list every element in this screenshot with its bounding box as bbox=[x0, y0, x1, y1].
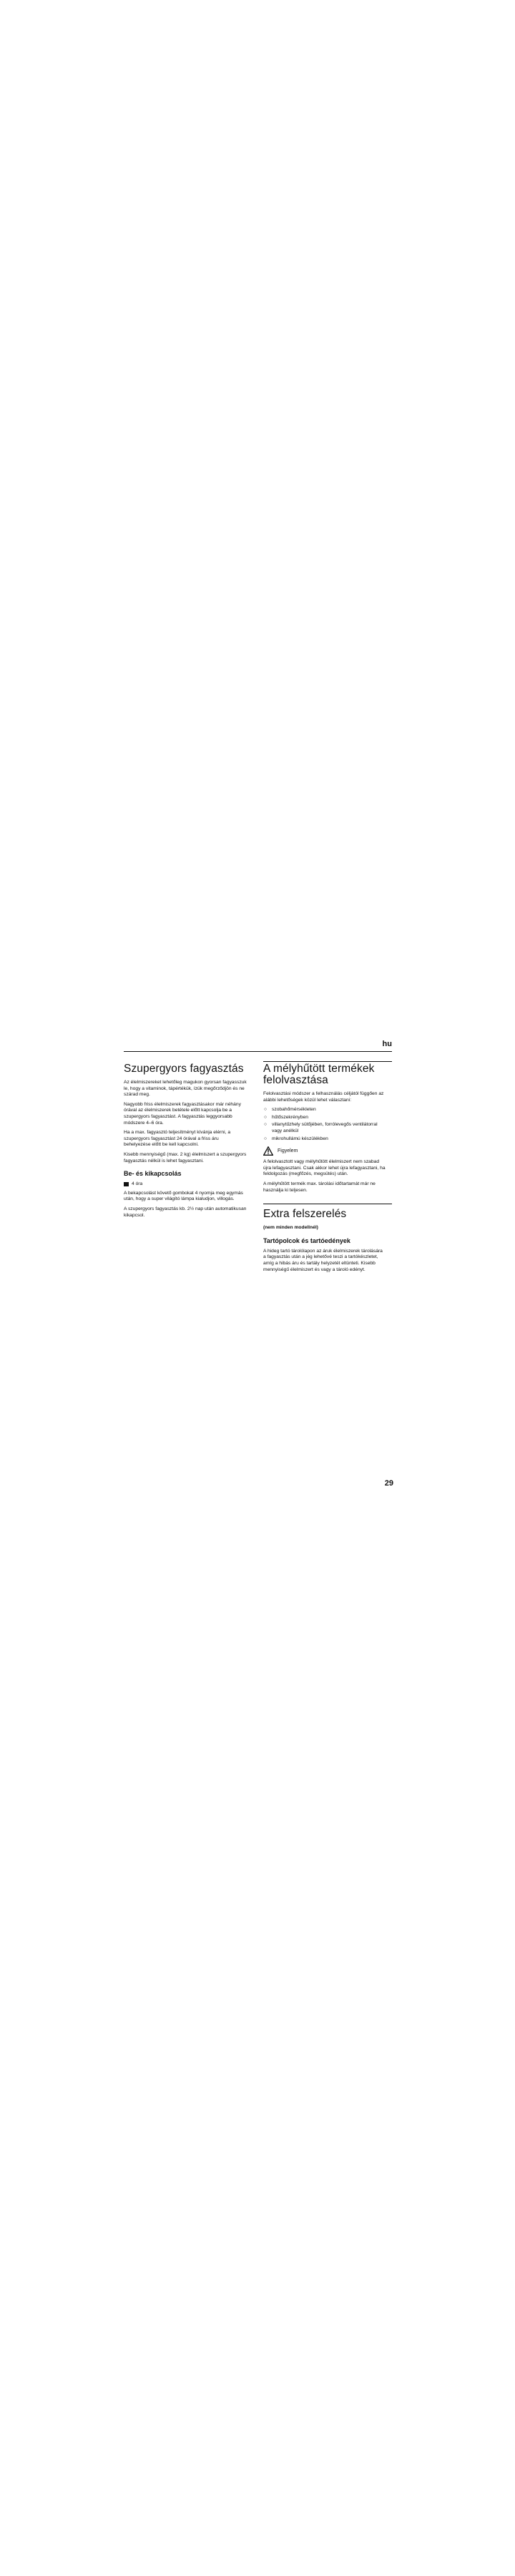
warning-line bbox=[263, 1146, 386, 1156]
language-tag: hu bbox=[382, 1040, 392, 1048]
on-off-paragraph-1: A bekapcsolást követő gombokat 4 nyomja meg egymás után, hogy a super világító lámpa kialudjon, villogás. bbox=[124, 1190, 243, 1202]
on-off-subheading: Be- és kikapcsolás bbox=[124, 1170, 182, 1178]
page-number: 29 bbox=[384, 1479, 393, 1488]
bullet-icon: ○ bbox=[264, 1107, 268, 1113]
list-item: ○ villanytűzhely sütőjében, forrólevegős ventilátorral vagy anélkül bbox=[264, 1122, 378, 1133]
accessories-note: (nem minden modellnél) bbox=[263, 1225, 318, 1231]
list-item: ○ hűtőszekrényben bbox=[264, 1114, 308, 1120]
superfreeze-button-icon bbox=[124, 1182, 129, 1186]
superfreeze-button-line bbox=[124, 1181, 247, 1188]
superfreeze-button-label: 4 óra bbox=[132, 1181, 143, 1187]
right-column bbox=[263, 1063, 386, 1277]
trays-paragraph: A hideg tartó tárolólapon az áruk élelmiszerek tárolására a fagyasztás után a jég lehetővé teszi a tartókészletet, amíg a hibás áru és tartály helyzetét eltünteti. Kisebb mennyiségű élelmiszert és vagy a tároló edényt. bbox=[263, 1248, 383, 1272]
superfreeze-paragraph-3: Ha a max. fagyasztó teljesítményt kívánja elérni, a szupergyors fagyasztást 24 órával a friss áru behelyezése előtt be kell kapcsolni. bbox=[124, 1130, 231, 1148]
header-rule bbox=[124, 1051, 392, 1052]
left-column bbox=[124, 1063, 247, 1222]
list-item: ○ szobahőmérsékleten bbox=[264, 1107, 316, 1113]
warning-triangle-icon bbox=[263, 1146, 273, 1156]
warning-paragraph-1: A felolvasztott vagy mélyhűtött élelmiszert nem szabad újra lefagyasztani. Csak akkor lehet újra lefagyasztani, ha feldolgozás (megfőzés, megsütés) után. bbox=[263, 1159, 386, 1177]
warning-paragraph-2: A mélyhűtött termék max. tárolási időtartamát már ne használja ki teljesen. bbox=[263, 1181, 376, 1193]
bullet-icon: ○ bbox=[264, 1122, 268, 1128]
right-column-top-rule bbox=[263, 1061, 392, 1062]
trays-subheading: Tartópolcok és tartóedények bbox=[263, 1236, 350, 1244]
thawing-options-list bbox=[263, 1107, 386, 1142]
bullet-icon: ○ bbox=[264, 1114, 268, 1120]
superfreeze-paragraph-1: Az élelmiszereket lehetőleg magukon gyorsan fagyasszuk le, hogy a vitaminok, tápértékük, ízük megőrződjön és ne szárad meg. bbox=[124, 1080, 247, 1098]
thawing-heading: A mélyhűtött termékek felolvasztása bbox=[263, 1063, 375, 1086]
superfreeze-paragraph-2: Nagyobb friss élelmiszerek fagyasztásakor már néhány órával az élelmiszerek betétele előtt kapcsolja be a szupergyors fagyasztást. A fagyasztás leggyorsabb módszere 4–6 óra. bbox=[124, 1101, 241, 1126]
thawing-intro: Felolvasztási módszer a felhasználás céljától függően az alábbi lehetőségek közül lehet választani: bbox=[263, 1091, 384, 1103]
accessories-heading: Extra felszerelés bbox=[263, 1208, 347, 1221]
warning-label: Figyelem bbox=[278, 1148, 298, 1153]
bullet-icon: ○ bbox=[264, 1136, 268, 1141]
list-item: ○ mikrohullámú készülékben bbox=[264, 1136, 328, 1141]
on-off-paragraph-2: A szupergyors fagyasztás kb. 2½ nap után automatikusan kikapcsol. bbox=[124, 1206, 247, 1218]
superfreeze-heading: Szupergyors fagyasztás bbox=[124, 1063, 244, 1075]
superfreeze-paragraph-4: Kisebb mennyiségű (max. 2 kg) élelmiszert a szupergyors fagyasztás nélkül is lehet fagyasztani. bbox=[124, 1151, 247, 1163]
